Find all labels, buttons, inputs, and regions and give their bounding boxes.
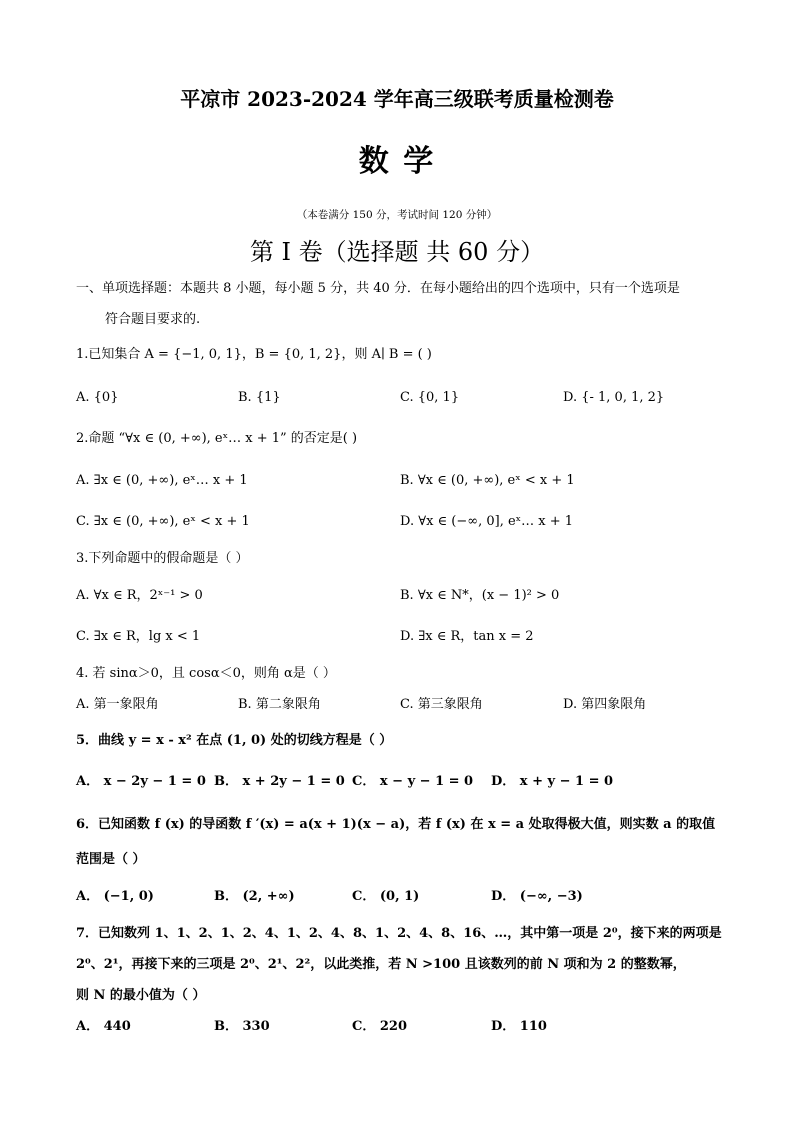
question-4-option-b: B. 第二象限角 <box>238 697 321 712</box>
question-1-option-c: C. {0, 1} <box>400 390 460 405</box>
question-4-option-c: C. 第三象限角 <box>400 697 483 712</box>
question-4-option-a: A. 第一象限角 <box>76 697 159 712</box>
question-7-option-d: D． 110 <box>491 1019 547 1034</box>
question-2-option-c: C. ∃x ∈ (0, +∞), eˣ < x + 1 <box>76 514 250 529</box>
question-5-option-a: A． x − 2y − 1 = 0 <box>76 774 206 789</box>
question-3-option-d: D. ∃x ∈ R，tan x = 2 <box>400 629 534 644</box>
question-5-option-c: C． x − y − 1 = 0 <box>352 774 474 789</box>
question-6-option-a: A． (−1, 0) <box>76 889 154 904</box>
question-1-option-a: A. {0} <box>76 390 119 405</box>
question-7-stem-line-1: 7．已知数列 1、1、2、1、2、4、1、2、4、8、1、2、4、8、16、…，其中第一项是 2⁰，接下来的两项是 <box>76 926 722 941</box>
exam-note: （本卷满分 150 分，考试时间 120 分钟） <box>296 209 498 221</box>
exam-title: 平凉市 2023-2024 学年高三级联考质量检测卷 <box>180 87 614 111</box>
question-3-stem: 3.下列命题中的假命题是（ ） <box>76 551 249 566</box>
question-7-option-b: B． 330 <box>214 1019 270 1034</box>
question-2-option-a: A. ∃x ∈ (0, +∞), eˣ… x + 1 <box>76 473 248 488</box>
question-5-option-b: B． x + 2y − 1 = 0 <box>214 774 345 789</box>
question-6-stem-line-1: 6．已知函数 f (x) 的导函数 f ′(x) = a(x + 1)(x − a)，若 f (x) 在 x = a 处取得极大值，则实数 a 的取值 <box>76 817 716 832</box>
question-1-option-b: B. {1} <box>238 390 281 405</box>
question-6-stem-line-2: 范围是（ ） <box>76 852 146 867</box>
instructions-line-2: 符合题目要求的. <box>105 312 201 327</box>
question-4-option-d: D. 第四象限角 <box>563 697 647 712</box>
question-6-option-c: C． (0, 1) <box>352 889 420 904</box>
question-6-option-b: B． (2, +∞) <box>214 889 295 904</box>
question-3-option-c: C. ∃x ∈ R，lg x < 1 <box>76 629 201 644</box>
question-3-option-a: A. ∀x ∈ R，2ˣ⁻¹ > 0 <box>76 588 203 603</box>
instructions-line-1: 一、单项选择题：本题共 8 小题，每小题 5 分，共 40 分．在每小题给出的四个选项中，只有一个选项是 <box>76 281 680 296</box>
question-6-option-d: D． (−∞, −3) <box>491 889 583 904</box>
question-2-option-b: B. ∀x ∈ (0, +∞), eˣ < x + 1 <box>400 473 575 488</box>
question-7-option-c: C． 220 <box>352 1019 408 1034</box>
subject-title: 数 学 <box>358 144 436 179</box>
question-4-stem: 4. 若 sinα＞0，且 cosα＜0，则角 α是（ ） <box>76 666 336 681</box>
question-7-stem-line-2: 2⁰、2¹，再接下来的三项是 2⁰、2¹、2²，以此类推，若 N >100 且该数列的前 N 项和为 2 的整数幂， <box>76 957 686 972</box>
question-1-stem: 1.已知集合 A = {−1, 0, 1}，B = {0, 1, 2}，则 A∣ B = ( ) <box>76 347 432 362</box>
question-3-option-b: B. ∀x ∈ N*，(x − 1)² > 0 <box>400 588 560 603</box>
question-2-stem: 2.命题 “∀x ∈ (0, +∞), eˣ… x + 1” 的否定是( ) <box>76 431 358 446</box>
section-heading: 第 I 卷（选择题 共 60 分） <box>249 238 545 266</box>
question-5-option-d: D． x + y − 1 = 0 <box>491 774 614 789</box>
question-2-option-d: D. ∀x ∈ (−∞, 0], eˣ… x + 1 <box>400 514 574 529</box>
question-1-option-d: D. {- 1, 0, 1, 2} <box>563 390 665 405</box>
question-5-stem: 5．曲线 y = x - x² 在点 (1, 0) 处的切线方程是（ ） <box>76 733 393 748</box>
question-7-stem-line-3: 则 N 的最小值为（ ） <box>76 988 206 1003</box>
question-7-option-a: A． 440 <box>76 1019 131 1034</box>
